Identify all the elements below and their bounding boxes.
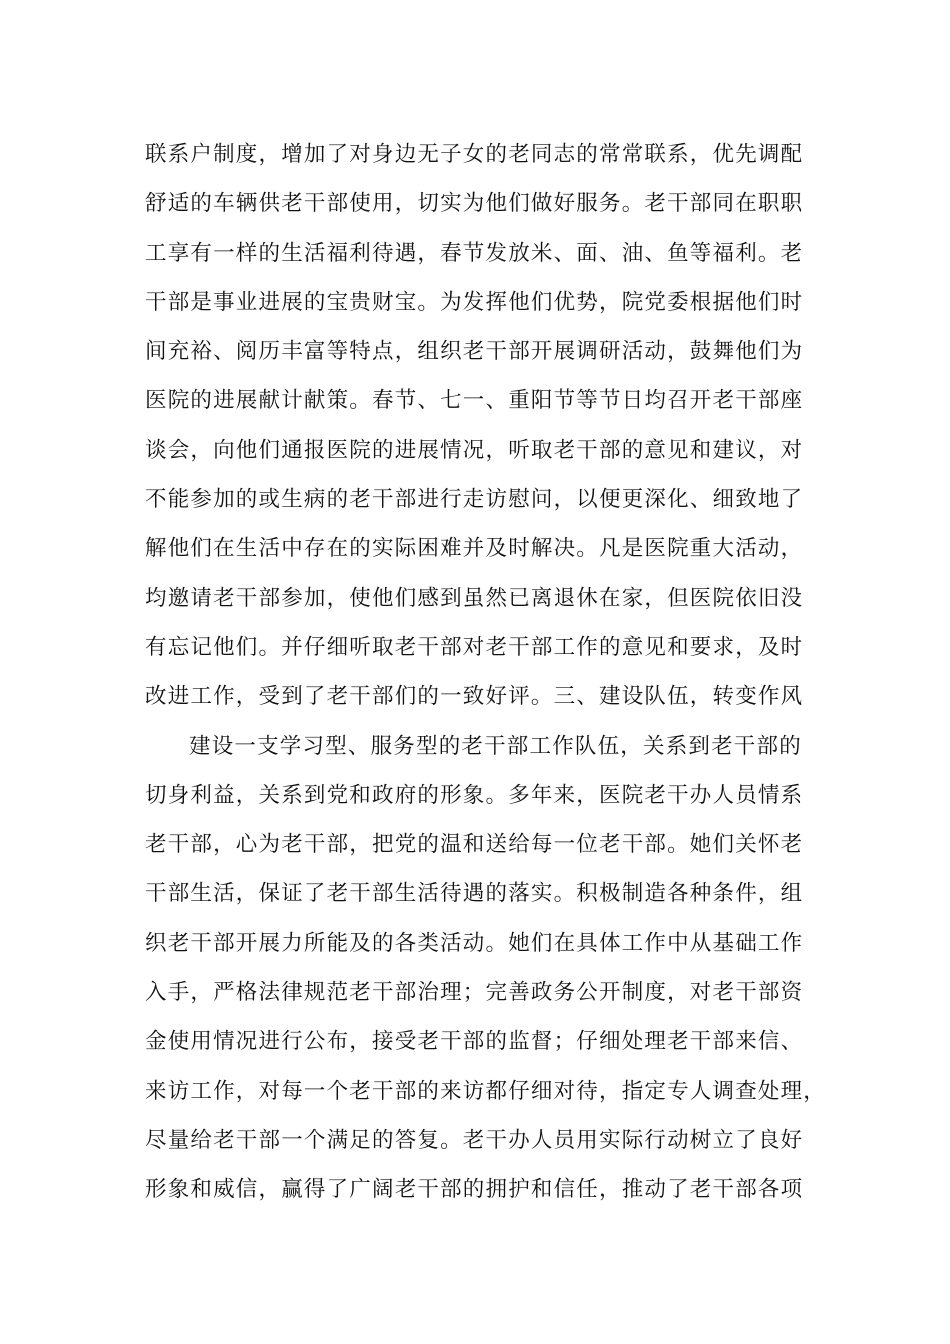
text-line: 老干部，心为老干部，把党的温和送给每一位老干部。她们关怀老 (145, 832, 804, 858)
text-line: 尽量给老干部一个满足的答复。老干办人员用实际行动树立了良好 (145, 1127, 804, 1153)
text-line: 谈会，向他们通报医院的进展情况，听取老干部的意见和建议，对 (145, 437, 804, 463)
text-line: 有忘记他们。并仔细听取老干部对老干部工作的意见和要求，及时 (145, 634, 804, 660)
text-line: 舒适的车辆供老干部使用，切实为他们做好服务。老干部同在职职 (145, 191, 804, 217)
text-line: 入手，严格法律规范老干部治理；完善政务公开制度，对老干部资 (145, 980, 804, 1006)
text-line: 不能参加的或生病的老干部进行走访慰问，以便更深化、细致地了 (145, 487, 804, 513)
text-line: 干部生活，保证了老干部生活待遇的落实。积极制造各种条件，组 (145, 881, 804, 907)
text-line: 形象和威信，赢得了广阔老干部的拥护和信任，推动了老干部各项 (145, 1177, 804, 1203)
text-line: 切身利益，关系到党和政府的形象。多年来，医院老干办人员情系 (145, 782, 804, 808)
text-line: 织老干部开展力所能及的各类活动。她们在具体工作中从基础工作 (145, 930, 804, 956)
text-line: 干部是事业进展的宝贵财宝。为发挥他们优势，院党委根据他们时 (145, 289, 804, 315)
text-line: 均邀请老干部参加，使他们感到虽然已离退休在家，但医院依旧没 (145, 585, 804, 611)
text-line: 联系户制度，增加了对身边无子女的老同志的常常联系，优先调配 (145, 142, 804, 167)
text-line: 改进工作，受到了老干部们的一致好评。三、建设队伍，转变作风 (145, 684, 804, 710)
text-line: 间充裕、阅历丰富等特点，组织老干部开展调研活动，鼓舞他们为 (145, 339, 804, 365)
text-line: 来访工作，对每一个老干部的来访都仔细对待，指定专人调查处理， (145, 1078, 827, 1104)
body-text (145, 130, 825, 1215)
text-line: 金使用情况进行公布，接受老干部的监督；仔细处理老干部来信、 (145, 1029, 804, 1055)
text-line: 工享有一样的生活福利待遇，春节发放米、面、油、鱼等福利。老 (145, 240, 804, 266)
paragraph-start-line: 建设一支学习型、服务型的老干部工作队伍，关系到老干部的 (189, 733, 802, 759)
text-line: 医院的进展献计献策。春节、七一、重阳节等节日均召开老干部座 (145, 388, 804, 414)
text-line: 解他们在生活中存在的实际困难并及时解决。凡是医院重大活动， (145, 536, 804, 562)
